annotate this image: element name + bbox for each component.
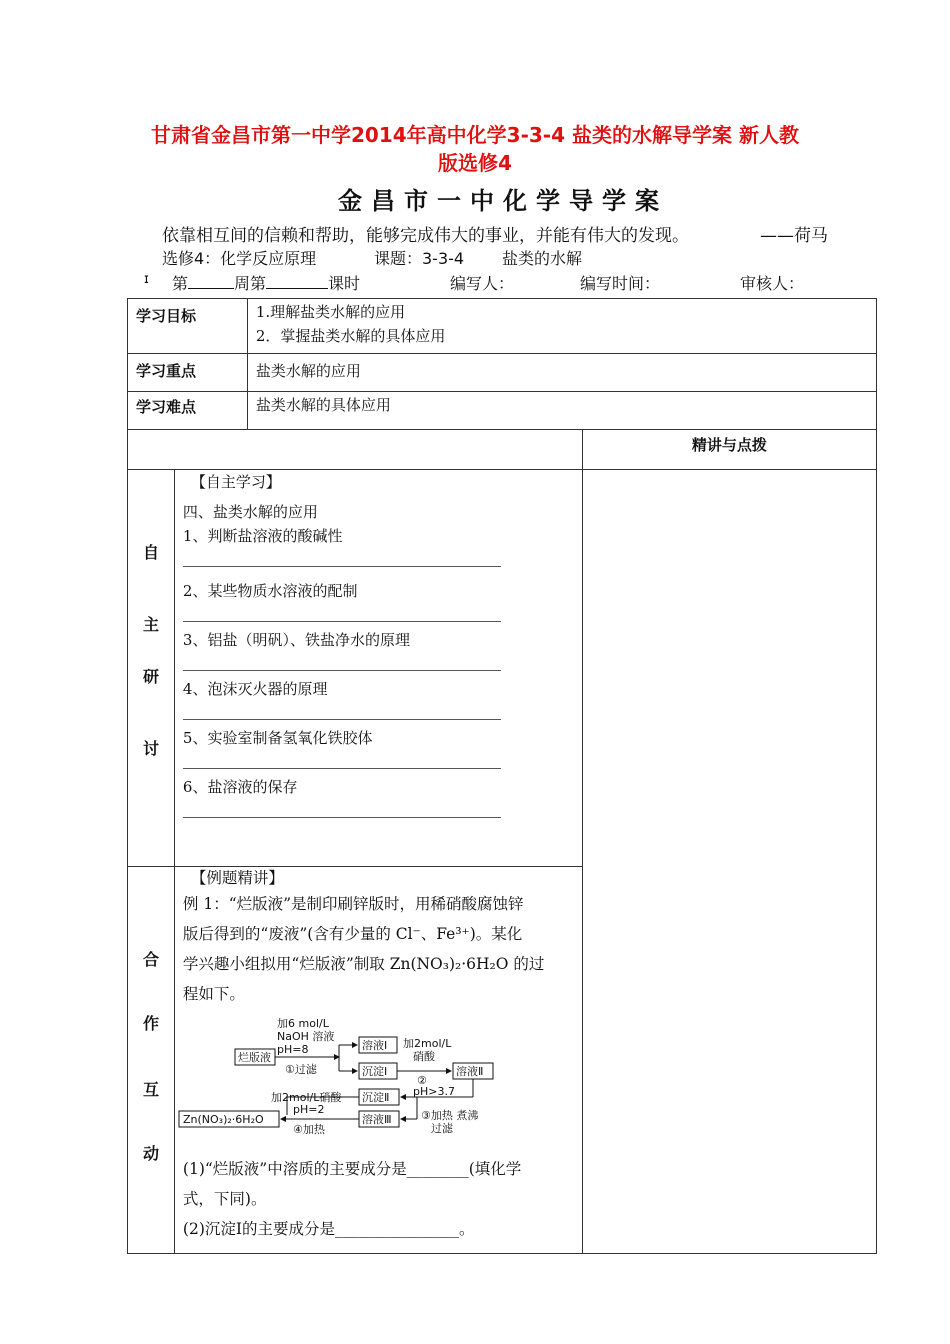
example-line-1: 例 1：“烂版液”是制印刷锌版时，用稀硝酸腐蚀锌 — [182, 895, 524, 913]
focus-content: 盐类水解的应用 — [247, 354, 876, 392]
self-side-char-1: 自 — [142, 543, 159, 562]
svg-text:pH>3.7: pH>3.7 — [412, 1085, 455, 1098]
svg-text:沉淀Ⅰ: 沉淀Ⅰ — [361, 1065, 388, 1078]
answer-blank-4[interactable] — [183, 701, 501, 720]
question-2: (2)沉淀Ⅰ的主要成分是________________。 — [182, 1220, 475, 1238]
motto-quote: 依靠相互间的信赖和帮助，能够完成伟大的事业，并能有伟大的发现。 — [162, 226, 689, 246]
svg-text:pH=8: pH=8 — [276, 1043, 309, 1056]
svg-text:溶液Ⅲ: 溶液Ⅲ — [361, 1113, 392, 1126]
difficulty-row — [128, 392, 877, 430]
self-study-side — [128, 470, 175, 867]
svg-text:Zn(NO₃)₂·6H₂O: Zn(NO₃)₂·6H₂O — [182, 1113, 264, 1126]
blank-header-cell — [128, 430, 583, 470]
motto-author: ——荷马 — [760, 226, 828, 246]
example-line-4: 程如下。 — [182, 985, 245, 1003]
svg-text:硝酸: 硝酸 — [412, 1050, 435, 1063]
self-study-item-5: 5、实验室制备氢氧化铁胶体 — [182, 729, 373, 747]
svg-text:①过滤: ①过滤 — [284, 1063, 317, 1076]
topic-label: 课题：3-3-4 — [374, 249, 465, 268]
self-study-item-4: 4、泡沫灭火器的原理 — [182, 680, 328, 698]
self-study-content — [174, 470, 582, 867]
svg-text:④加热: ④加热 — [292, 1123, 325, 1136]
svg-text:②: ② — [416, 1074, 427, 1087]
svg-text:NaOH 溶液: NaOH 溶液 — [276, 1030, 335, 1043]
goal-item-2: 2．掌握盐类水解的具体应用 — [255, 327, 446, 345]
author-label: 编写人： — [450, 274, 515, 293]
coop-side-char-4: 动 — [142, 1144, 159, 1163]
week-prefix: 第 — [172, 274, 189, 293]
course-name: 选修4：化学反应原理 — [162, 249, 317, 268]
self-study-heading: 【自主学习】 — [190, 473, 281, 491]
focus-label: 学习重点 — [128, 354, 248, 392]
document-title-line2: 版选修4 — [438, 151, 512, 175]
self-study-item-1: 1、判断盐溶液的酸碱性 — [182, 527, 343, 545]
notes-header: 精讲与点拨 — [582, 430, 876, 470]
goal-row — [128, 299, 877, 354]
margin-mark: ɪ — [144, 272, 149, 287]
start-box-label: 烂版液 — [237, 1051, 271, 1064]
answer-blank-2[interactable] — [183, 603, 501, 622]
study-plan-table — [127, 298, 877, 1254]
example-line-2: 版后得到的“废液”(含有少量的 Cl⁻、Fe³⁺)。某化 — [182, 925, 523, 943]
answer-blank-5[interactable] — [183, 750, 501, 769]
difficulty-label: 学习难点 — [128, 392, 248, 430]
self-study-item-2: 2、某些物质水溶液的配制 — [182, 582, 358, 600]
svg-text:沉淀Ⅱ: 沉淀Ⅱ — [361, 1091, 390, 1104]
question-1-line-1: (1)“烂版液”中溶质的主要成分是________(填化学 — [182, 1160, 522, 1178]
svg-text:加6 mol/L: 加6 mol/L — [276, 1017, 329, 1030]
difficulty-content: 盐类水解的具体应用 — [247, 392, 876, 430]
topic-name: 盐类的水解 — [502, 249, 583, 268]
svg-text:溶液Ⅱ: 溶液Ⅱ — [455, 1065, 484, 1078]
coop-side-char-1: 合 — [142, 950, 159, 969]
focus-row — [128, 354, 877, 392]
svg-text:加2mol/L硝酸: 加2mol/L硝酸 — [270, 1091, 342, 1104]
lesson-label: 课时 — [328, 274, 361, 293]
notes-column — [582, 470, 876, 1254]
svg-text:加2mol/L: 加2mol/L — [402, 1037, 452, 1050]
week-blank — [188, 274, 234, 289]
goal-content — [247, 299, 876, 354]
cooperation-side — [128, 867, 175, 1254]
self-study-section: 四、盐类水解的应用 — [182, 503, 318, 521]
question-1-line-2: 式，下同)。 — [182, 1190, 267, 1208]
coop-side-char-3: 互 — [142, 1080, 159, 1099]
week-row — [172, 271, 360, 294]
process-flow-diagram — [177, 1015, 507, 1150]
cooperation-content — [174, 867, 582, 1254]
self-side-char-4: 讨 — [142, 739, 159, 758]
svg-text:溶液Ⅰ: 溶液Ⅰ — [361, 1039, 388, 1052]
week-label: 周第 — [234, 274, 267, 293]
self-side-char-2: 主 — [142, 615, 159, 634]
svg-text:③加热 煮沸: ③加热 煮沸 — [420, 1109, 479, 1122]
answer-blank-3[interactable] — [183, 652, 501, 671]
svg-text:pH=2: pH=2 — [292, 1103, 325, 1116]
coop-side-char-2: 作 — [142, 1014, 159, 1033]
self-study-item-3: 3、铝盐（明矾）、铁盐净水的原理 — [182, 631, 410, 649]
goal-label: 学习目标 — [128, 299, 248, 354]
time-label: 编写时间： — [580, 274, 661, 293]
goal-item-1: 1.理解盐类水解的应用 — [255, 303, 406, 321]
self-side-char-3: 研 — [142, 667, 159, 686]
lesson-blank — [266, 274, 328, 289]
reviewer-label: 审核人： — [740, 274, 805, 293]
document-title-line1: 甘肃省金昌市第一中学2014年高中化学3-3-4 盐类的水解导学案 新人教 — [151, 123, 799, 147]
svg-text:过滤: 过滤 — [430, 1122, 453, 1135]
document-subtitle: 金昌市一中化学导学案 — [338, 187, 668, 215]
cooperation-heading: 【例题精讲】 — [190, 869, 284, 887]
example-line-3: 学兴趣小组拟用“烂版液”制取 Zn(NO₃)₂·6H₂O 的过 — [182, 955, 545, 973]
self-study-row — [128, 470, 877, 867]
answer-blank-1[interactable] — [183, 548, 501, 567]
notes-header-row — [128, 430, 877, 470]
answer-blank-6[interactable] — [183, 799, 501, 818]
self-study-item-6: 6、盐溶液的保存 — [182, 778, 298, 796]
